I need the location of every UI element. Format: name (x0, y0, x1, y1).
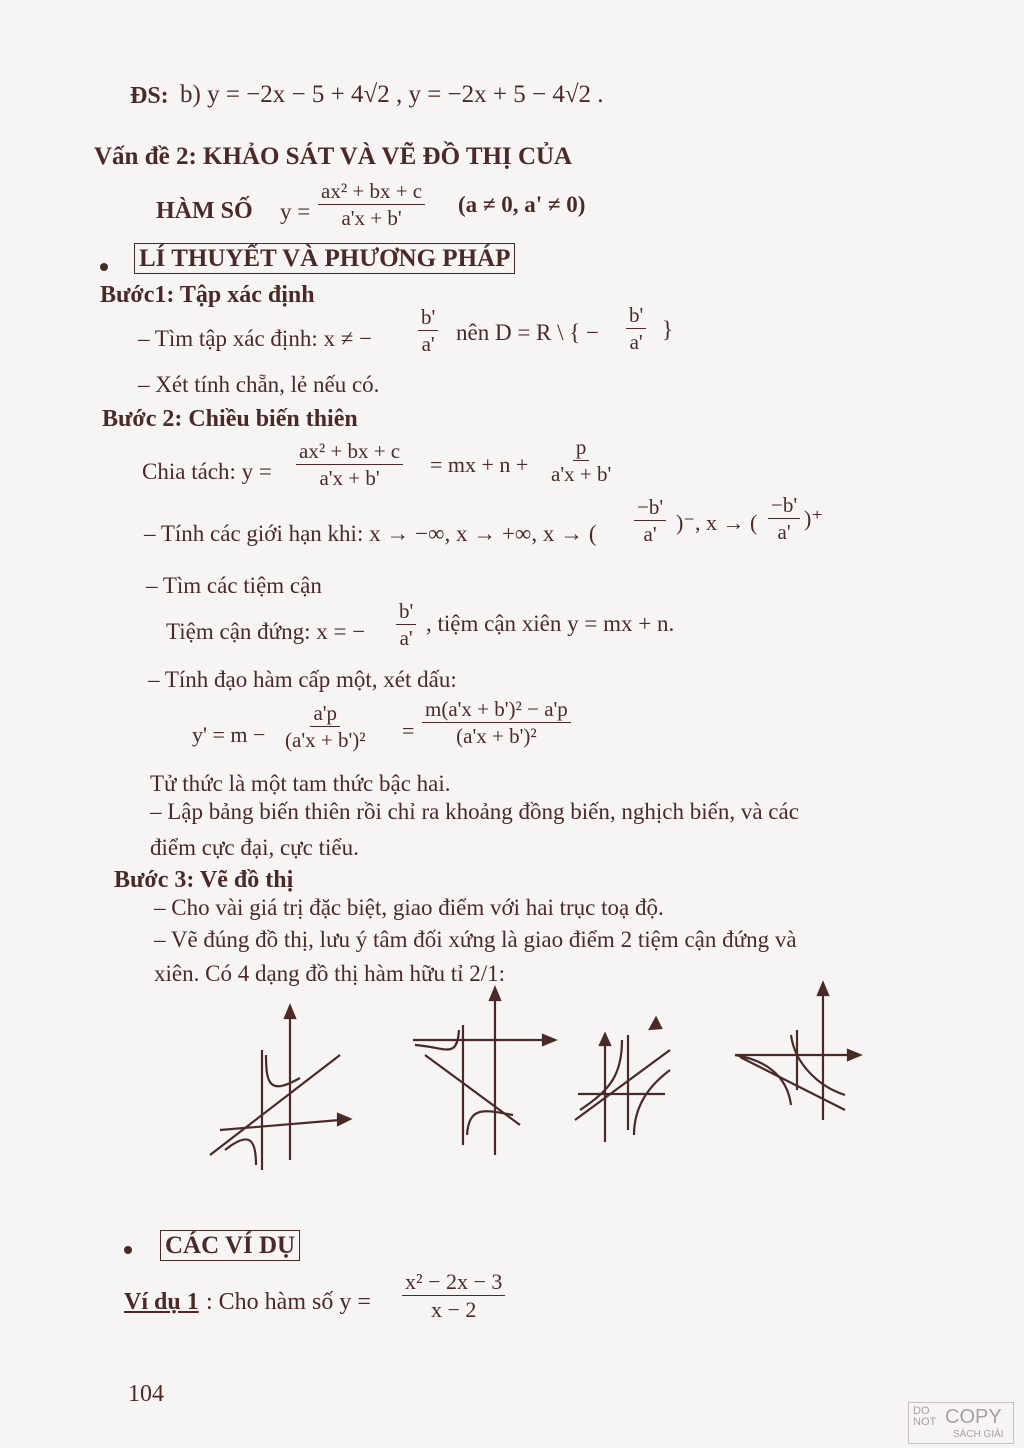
step1-brace: } (662, 317, 674, 342)
asym-post: , tiệm cận xiên y = mx + n. (426, 611, 675, 636)
deriv-title: – Tính đạo hàm cấp một, xét dấu: (148, 667, 457, 692)
step2-title: Bước 2: Chiều biến thiên (102, 406, 358, 432)
split-frac2-num: p (573, 436, 590, 461)
step3-title: Bước 3: Vẽ đồ thị (114, 867, 294, 893)
table-line2: điểm cực đại, cực tiểu. (150, 835, 359, 860)
asym-pre: Tiệm cận đứng: x = − (166, 619, 366, 644)
step1-line2: – Xét tính chẵn, lẻ nếu có. (138, 372, 380, 397)
stamp-line2: COPY (945, 1406, 1002, 1428)
deriv-frac2-num: m(a'x + b')² − a'p (422, 698, 571, 723)
limits-pre: – Tính các giới hạn khi: x → −∞, x → +∞, x → ( (144, 521, 597, 546)
section-condition: (a ≠ 0, a' ≠ 0) (458, 192, 586, 217)
step1-frac2-den: a' (629, 330, 643, 355)
graph-type-1 (200, 1000, 360, 1175)
page-number: 104 (128, 1381, 164, 1407)
step1-line1: – Tìm tập xác định: x ≠ − (138, 326, 373, 351)
section-frac-num: ax² + bx + c (318, 180, 425, 205)
graph-type-3 (570, 1010, 690, 1150)
theory-heading: LÍ THUYẾT VÀ PHƯƠNG PHÁP (134, 243, 515, 274)
deriv-frac1 (282, 702, 369, 751)
deriv-frac1-num: a'p (310, 702, 340, 727)
step1-title: Bước1: Tập xác định (100, 282, 315, 308)
section-fraction (318, 180, 425, 229)
split-frac2-den: a'x + b' (551, 462, 612, 487)
split-pre: Chia tách: y = (142, 459, 272, 484)
bullet (124, 1246, 132, 1254)
step3-line2: – Vẽ đúng đồ thị, lưu ý tâm đối xứng là giao điểm 2 tiệm cận đứng và (154, 927, 797, 952)
step1-frac2 (626, 304, 646, 353)
table-line1: – Lập bảng biến thiên rồi chỉ ra khoảng đồng biến, nghịch biến, và các (150, 799, 799, 824)
split-frac2 (548, 436, 614, 485)
watermark-stamp (908, 1402, 1014, 1444)
asym-frac-den: a' (399, 626, 413, 651)
split-frac1 (296, 440, 403, 489)
limits-end: )⁺ (804, 506, 823, 531)
example1-frac-den: x − 2 (431, 1297, 477, 1323)
example1-frac-num: x² − 2x − 3 (402, 1270, 505, 1296)
graph-type-2 (405, 985, 565, 1160)
stamp-line1: DO NOT (913, 1405, 937, 1428)
step3-line3: xiên. Có 4 dạng đồ thị hàm hữu tỉ 2/1: (154, 961, 506, 986)
section-hamso: HÀM SỐ (156, 198, 253, 224)
example1-text: : Cho hàm số y = (206, 1289, 371, 1315)
limits-frac1 (634, 496, 666, 545)
section-y-eq: y = (280, 199, 311, 224)
stamp-line3: SÁCH GIẢI (953, 1429, 1004, 1440)
limits-mid: )⁻, x → ( (676, 510, 758, 535)
asym-title: – Tìm các tiệm cận (146, 573, 322, 598)
step1-frac-num: b' (418, 306, 438, 331)
numerator-note: Tử thức là một tam thức bậc hai. (150, 771, 451, 796)
limits-frac2 (768, 494, 800, 543)
example1-label: Ví dụ 1 (124, 1289, 199, 1315)
limits-frac1-num: −b' (634, 496, 666, 521)
limits-frac2-num: −b' (768, 494, 800, 519)
examples-heading: CÁC VÍ DỤ (160, 1230, 300, 1261)
step1-frac2-num: b' (626, 304, 646, 329)
deriv-pre: y' = m − (192, 722, 266, 747)
bullet (100, 263, 108, 271)
deriv-frac2-den: (a'x + b')² (456, 724, 537, 749)
step1-frac (418, 306, 438, 355)
graph-type-4 (725, 975, 865, 1125)
limits-frac1-den: a' (643, 522, 657, 547)
step1-frac-den: a' (421, 332, 435, 357)
answer-text: b) y = −2x − 5 + 4√2 , y = −2x + 5 − 4√2 . (180, 81, 604, 108)
step3-line1: – Cho vài giá trị đặc biệt, giao điểm với hai trục toạ độ. (154, 895, 664, 920)
example1-frac (402, 1270, 505, 1321)
split-mid: = mx + n + (430, 452, 529, 477)
step1-domain: nên D = R \ { − (456, 320, 600, 345)
deriv-frac1-den: (a'x + b')² (285, 728, 366, 753)
asym-frac-num: b' (396, 600, 416, 625)
section-title: Vấn đề 2: KHẢO SÁT VÀ VẼ ĐỒ THỊ CỦA (94, 143, 573, 170)
deriv-eq: = (402, 718, 415, 743)
asym-frac (396, 600, 416, 649)
section-frac-den: a'x + b' (341, 206, 402, 231)
split-frac1-num: ax² + bx + c (296, 440, 403, 465)
deriv-frac2 (422, 698, 571, 747)
split-frac1-den: a'x + b' (319, 466, 380, 491)
limits-frac2-den: a' (777, 520, 791, 545)
answer-label: ĐS: (130, 83, 169, 109)
